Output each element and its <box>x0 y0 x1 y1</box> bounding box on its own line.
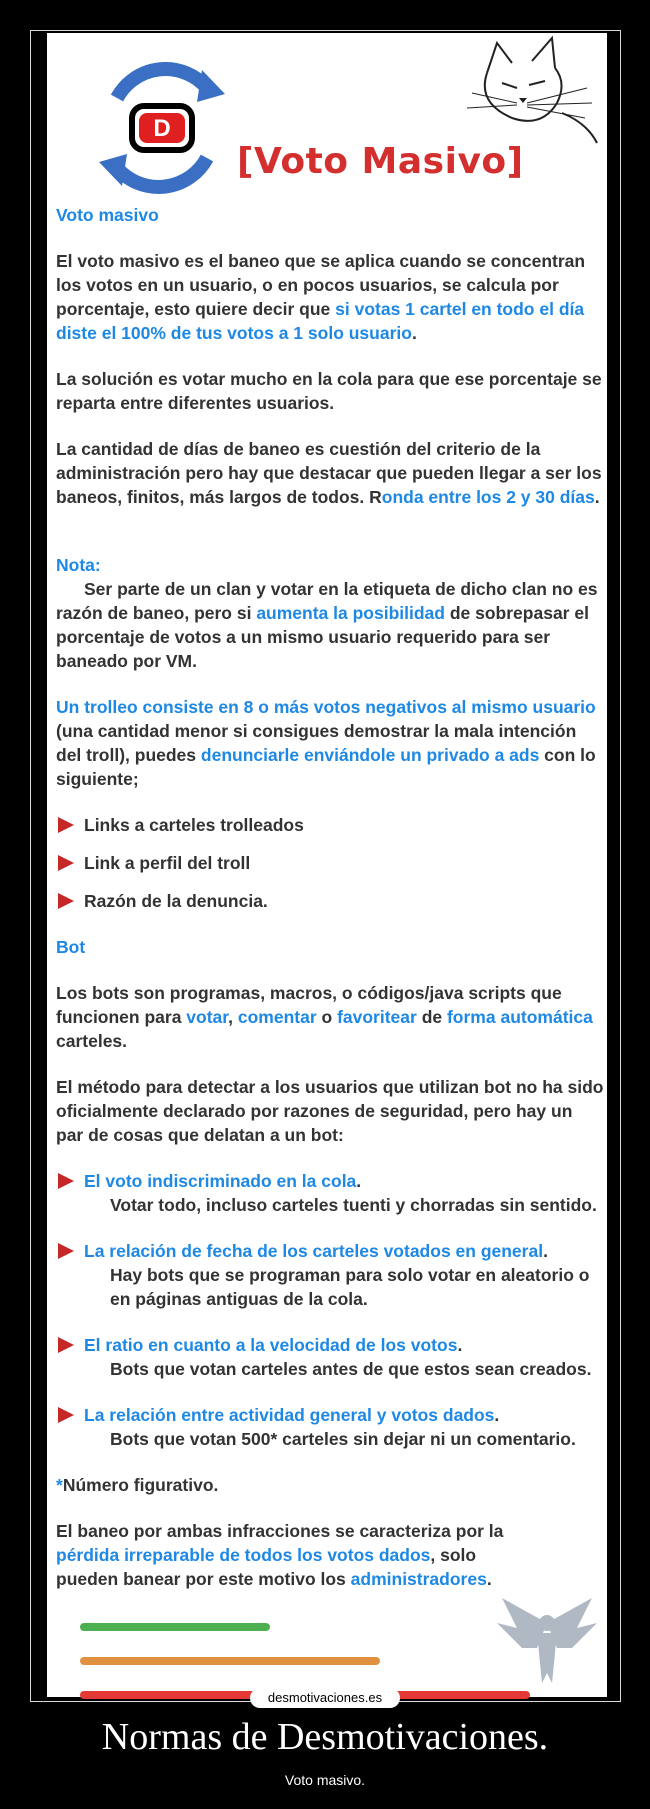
text-span: El voto masivo es el baneo que se aplica cuando se concentran los votos en un usuario, o en pocos usuarios, se calcula por porcentaje, esto quiere decir que <box>56 251 586 319</box>
text-span: Número figurativo. <box>62 1475 219 1495</box>
bot-sign-item <box>56 1169 604 1193</box>
text-span: de <box>416 1007 447 1027</box>
nota-paragraph <box>56 577 604 673</box>
text-span: (una cantidad menor si consigues demostrar la mala intención del troll), puedes <box>56 721 577 765</box>
text-span: de sobrepasar el porcentaje de votos a un mismo usuario requerido para ser baneado por VM. <box>56 603 589 671</box>
refresh-d-logo-icon <box>77 58 247 198</box>
red-triangle-icon <box>58 1173 74 1189</box>
bot-sign-heading: El ratio en cuanto a la velocidad de los votos <box>84 1335 458 1355</box>
text-span: con lo siguiente; <box>56 745 596 789</box>
highlight-span: comentar <box>237 1007 317 1027</box>
text-span: carteles. <box>56 1031 128 1051</box>
red-triangle-icon <box>58 817 74 833</box>
bot-definition-paragraph <box>56 981 604 1053</box>
bot-sign-item <box>56 1333 604 1357</box>
text-span: , <box>228 1007 238 1027</box>
red-triangle-icon <box>58 893 74 909</box>
text-span: La cantidad de días de baneo es cuestión del criterio de la administración pero hay que destacar que pueden llegar a ser los baneos, finitos, más largos de todos. R <box>56 439 602 507</box>
bot-sign-description: Hay bots que se programan para solo votar en aleatorio o en páginas antiguas de la cola. <box>110 1265 590 1309</box>
highlight-span: Un trolleo consiste en 8 o más votos negativos al mismo usuario <box>56 697 596 717</box>
bot-sign-item <box>56 1403 604 1427</box>
red-triangle-icon <box>58 1407 74 1423</box>
bot-sign-item <box>56 1239 604 1263</box>
nota-heading: Nota: <box>56 555 101 575</box>
highlight-span: administradores <box>350 1569 487 1589</box>
orange-bar <box>80 1657 380 1665</box>
text-span: . <box>411 323 417 343</box>
text-span: , solo pueden banear por este motivo los <box>56 1545 477 1589</box>
final-paragraph <box>56 1519 526 1591</box>
poster-panel <box>47 33 607 1697</box>
text-span: El baneo por ambas infracciones se caracteriza por la <box>56 1521 504 1541</box>
bot-sign-description: Votar todo, incluso carteles tuenti y chorradas sin sentido. <box>110 1195 597 1215</box>
highlight-span: si votas 1 cartel en todo el día diste el 100% de tus votos a 1 solo usuario <box>56 299 585 343</box>
highlight-span: forma automática <box>446 1007 593 1027</box>
highlight-span: pérdida irreparable de todos los votos dados <box>56 1545 431 1565</box>
section-heading-voto-masivo: Voto masivo <box>56 205 159 225</box>
highlight-span: onda entre los 2 y 30 días <box>381 487 595 507</box>
bot-sign-heading: La relación de fecha de los carteles votados en general <box>84 1241 544 1261</box>
red-triangle-icon <box>58 1243 74 1259</box>
caption-title: Normas de Desmotivaciones. <box>101 1716 549 1758</box>
highlight-span: votar <box>186 1007 229 1027</box>
rules-content <box>56 203 604 1591</box>
figurative-note <box>56 1473 604 1497</box>
text-span: . <box>457 1335 463 1355</box>
troll-list-item <box>56 813 604 837</box>
highlight-span: denunciarle enviándole un privado a ads <box>200 745 540 765</box>
text-span: . <box>594 487 600 507</box>
text-span: o <box>316 1007 338 1027</box>
red-triangle-icon <box>58 1337 74 1353</box>
troll-list-item <box>56 851 604 875</box>
troll-list-item <box>56 889 604 913</box>
highlight-span: aumenta la posibilidad <box>256 603 445 623</box>
bot-detection-paragraph: El método para detectar a los usuarios que utilizan bot no ha sido oficialmente declarado por razones de seguridad, pero hay un par de cosas que delatan a un bot: <box>56 1077 604 1145</box>
text-span: Los bots son programas, macros, o códigos/java scripts que funcionen para <box>56 983 562 1027</box>
section-heading-bot: Bot <box>56 937 86 957</box>
list-item-text: Links a carteles trolleados <box>84 815 304 835</box>
red-triangle-icon <box>58 855 74 871</box>
text-span: . <box>543 1241 548 1261</box>
bot-sign-description: Bots que votan 500* carteles sin dejar ni un comentario. <box>110 1429 576 1449</box>
bot-sign-description: Bots que votan carteles antes de que estos sean creados. <box>110 1359 592 1379</box>
bot-sign-heading: El voto indiscriminado en la cola <box>84 1171 357 1191</box>
logo-letter: D <box>153 115 171 142</box>
text-span: . <box>356 1171 362 1191</box>
trolleo-paragraph <box>56 695 604 791</box>
site-watermark: desmotivaciones.es <box>250 1688 400 1708</box>
caption-subtitle: Voto masivo. <box>284 1772 366 1788</box>
text-span: . <box>486 1569 492 1589</box>
ban-days-paragraph <box>56 437 604 509</box>
cat-drawing-icon <box>467 33 607 148</box>
solution-paragraph: La solución es votar mucho en la cola para que ese porcentaje se reparta entre diferentes usuarios. <box>56 369 602 413</box>
text-span: . <box>494 1405 500 1425</box>
poster-frame <box>30 30 621 1702</box>
highlight-span: favoritear <box>337 1007 417 1027</box>
text-span: Ser parte de un clan y votar en la etiqueta de dicho clan no es razón de baneo, pero si <box>56 579 598 623</box>
bot-sign-heading: La relación entre actividad general y votos dados <box>84 1405 495 1425</box>
list-item-text: Razón de la denuncia. <box>84 891 268 911</box>
voto-masivo-paragraph <box>56 249 604 345</box>
green-bar <box>80 1623 270 1631</box>
list-item-text: Link a perfil del troll <box>84 853 251 873</box>
poster-title: [Voto Masivo] <box>237 141 524 182</box>
asterisk: * <box>56 1475 63 1495</box>
